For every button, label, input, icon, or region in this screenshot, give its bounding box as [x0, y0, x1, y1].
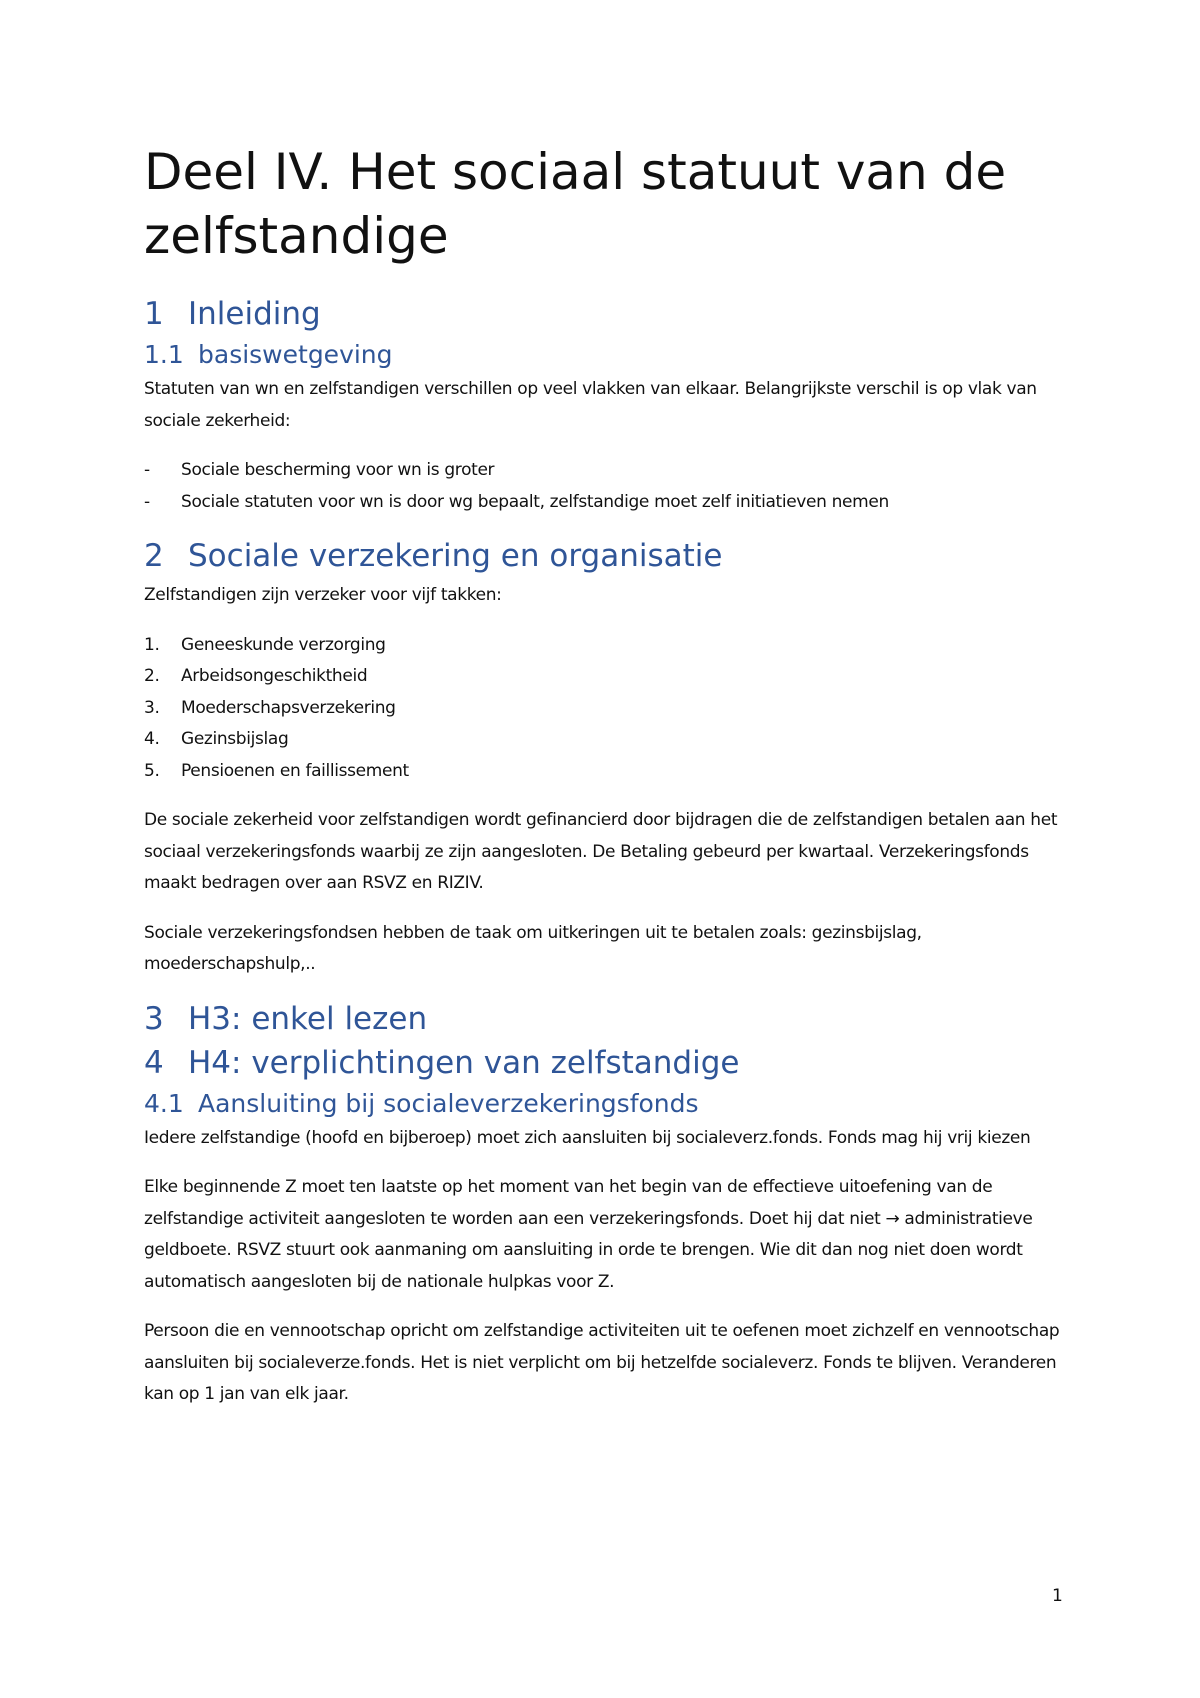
- heading-text: Aansluiting bij socialeverzekeringsfonds: [198, 1088, 699, 1118]
- heading-3-enkel-lezen: [144, 999, 1064, 1039]
- heading-4-verplichtingen: [144, 1043, 1064, 1083]
- bullet-marker: -: [144, 491, 150, 512]
- heading-text: H4: verplichtingen van zelfstandige: [188, 1044, 740, 1081]
- list-item: [144, 756, 1064, 788]
- list-item-text: Pensioenen en faillissement: [181, 760, 409, 781]
- paragraph: De sociale zekerheid voor zelfstandigen wordt gefinancierd door bijdragen die de zelfstandigen betalen aan het sociaal verzekeringsfonds waarbij ze zijn aangesloten. De Betaling gebeurd per kwartaal. Verzekeringsfonds maakt bedragen over aan RSVZ en RIZIV.: [144, 810, 1058, 893]
- list-item: [144, 724, 1064, 756]
- heading-text: Inleiding: [188, 296, 321, 332]
- heading-4-1-aansluiting: [144, 1087, 1064, 1121]
- heading-1-inleiding: [144, 294, 1064, 334]
- list-item-text: Moederschapsverzekering: [181, 697, 396, 718]
- paragraph: Elke beginnende Z moet ten laatste op het moment van het begin van de effectieve uitoefening van de zelfstandige activiteit aangesloten te worden aan een verzekeringsfonds. Doet hij dat niet → administratieve geldboete. RSVZ stuurt ook aanmaning om aansluiting in orde te brengen. Wie dit dan nog niet doen wordt automatisch aangesloten bij de nationale hulpkas voor Z.: [144, 1177, 1033, 1292]
- paragraph: Zelfstandigen zijn verzeker voor vijf takken:: [144, 585, 502, 605]
- list-item: [144, 693, 1064, 725]
- heading-text: H3: enkel lezen: [188, 1000, 428, 1037]
- heading-1-1-basiswetgeving: [144, 338, 1064, 372]
- document-content: [144, 140, 1064, 1429]
- heading-number: 1.1: [144, 340, 184, 369]
- numbered-list: [144, 630, 1064, 788]
- bullet-list: [144, 455, 1064, 518]
- heading-2-sociale-verzekering: [144, 536, 1064, 576]
- heading-number: 1: [144, 296, 164, 332]
- paragraph: Iedere zelfstandige (hoofd en bijberoep) moet zich aansluiten bij socialeverz.fonds. Fonds mag hij vrij kiezen: [144, 1127, 1031, 1148]
- heading-text: basiswetgeving: [198, 340, 393, 369]
- heading-number: 4: [144, 1044, 164, 1081]
- heading-number: 4.1: [144, 1088, 184, 1118]
- list-item-text: Arbeidsongeschiktheid: [181, 666, 368, 686]
- list-item-text: Sociale statuten voor wn is door wg bepaalt, zelfstandige moet zelf initiatieven nemen: [181, 491, 889, 512]
- list-item: [144, 455, 1064, 487]
- document-title: Deel IV. Het sociaal statuut van de zelfstandige: [144, 143, 1007, 265]
- list-item-text: Gezinsbijslag: [181, 729, 289, 749]
- heading-text: Sociale verzekering en organisatie: [188, 538, 723, 574]
- list-item-text: Sociale bescherming voor wn is groter: [181, 460, 495, 480]
- list-item: [144, 630, 1064, 662]
- paragraph: Persoon die en vennootschap opricht om zelfstandige activiteiten uit te oefenen moet zichzelf en vennootschap aansluiten bij socialeverze.fonds. Het is niet verplicht om bij hetzelfde socialeverz. Fonds te blijven. Veranderen kan op 1 jan van elk jaar.: [144, 1321, 1060, 1404]
- bullet-marker: -: [144, 460, 150, 480]
- list-number: 4.: [144, 729, 160, 749]
- page-number: 1: [1052, 1586, 1063, 1606]
- list-number: 2.: [144, 666, 160, 686]
- list-number: 5.: [144, 760, 160, 781]
- list-item-text: Geneeskunde verzorging: [181, 634, 386, 655]
- heading-number: 2: [144, 538, 164, 574]
- heading-number: 3: [144, 1000, 164, 1037]
- paragraph: Sociale verzekeringsfondsen hebben de taak om uitkeringen uit te betalen zoals: gezinsbijslag, moederschapshulp,..: [144, 922, 922, 974]
- list-item: [144, 661, 1064, 693]
- list-item: [144, 487, 1064, 519]
- list-number: 3.: [144, 697, 160, 718]
- paragraph: Statuten van wn en zelfstandigen verschillen op veel vlakken van elkaar. Belangrijkste verschil is op vlak van sociale zekerheid:: [144, 379, 1037, 431]
- list-number: 1.: [144, 634, 160, 655]
